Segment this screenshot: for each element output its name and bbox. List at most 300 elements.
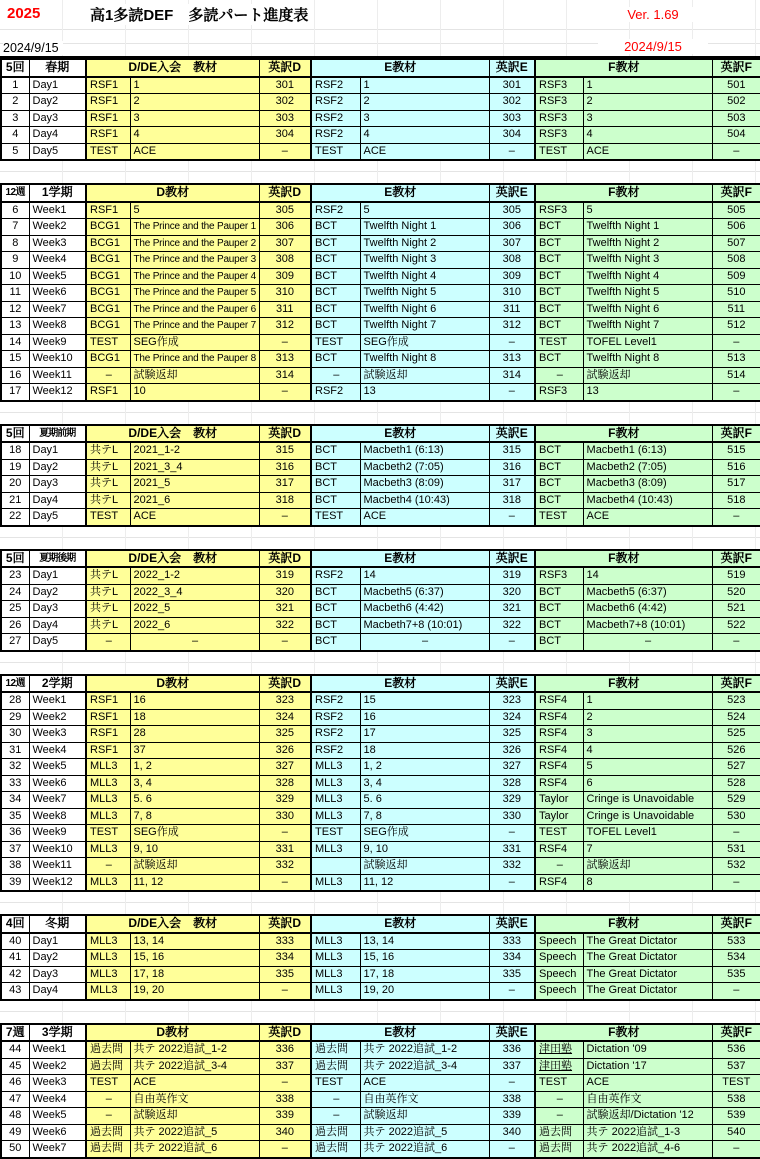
cell-e-source[interactable]: BCT bbox=[311, 601, 360, 618]
cell-f-material[interactable]: 1 bbox=[583, 692, 712, 709]
cell-row-number[interactable]: 27 bbox=[1, 634, 29, 651]
cell-d-material[interactable]: The Prince and the Pauper 2 bbox=[130, 235, 259, 252]
cell-e-source[interactable]: BCT bbox=[311, 252, 360, 269]
cell-d-translation[interactable]: 326 bbox=[259, 742, 311, 759]
cell-e-translation[interactable]: – bbox=[489, 1075, 535, 1092]
cell-e-source[interactable]: BCT bbox=[311, 459, 360, 476]
cell-d-material[interactable]: 13, 14 bbox=[130, 933, 259, 950]
cell-e-material[interactable]: Twelfth Night 8 bbox=[360, 351, 489, 368]
cell-d-source[interactable]: 共テL bbox=[86, 492, 130, 509]
cell-d-source[interactable]: 共テL bbox=[86, 601, 130, 618]
cell-d-material[interactable]: The Prince and the Pauper 4 bbox=[130, 268, 259, 285]
cell-e-source[interactable] bbox=[311, 858, 360, 875]
cell-f-material[interactable]: Twelfth Night 1 bbox=[583, 219, 712, 236]
cell-day-label[interactable]: Week7 bbox=[29, 301, 86, 318]
cell-f-translation[interactable]: 512 bbox=[712, 318, 760, 335]
cell-d-material[interactable]: ACE bbox=[130, 509, 259, 526]
cell-f-material[interactable]: Twelfth Night 7 bbox=[583, 318, 712, 335]
cell-f-source[interactable]: RSF3 bbox=[535, 202, 583, 219]
header-term[interactable]: 冬期 bbox=[29, 915, 86, 933]
cell-d-source[interactable]: 過去問 bbox=[86, 1041, 130, 1058]
cell-d-translation[interactable]: 337 bbox=[259, 1058, 311, 1075]
cell-f-material[interactable]: 8 bbox=[583, 874, 712, 891]
cell-d-translation[interactable]: – bbox=[259, 1075, 311, 1092]
header-e-translation[interactable]: 英訳E bbox=[489, 550, 535, 568]
cell-f-translation[interactable]: 524 bbox=[712, 709, 760, 726]
cell-f-source[interactable]: BCT bbox=[535, 634, 583, 651]
cell-d-translation[interactable]: – bbox=[259, 825, 311, 842]
cell-f-source[interactable]: Speech bbox=[535, 966, 583, 983]
cell-d-source[interactable]: 共テL bbox=[86, 476, 130, 493]
cell-e-translation[interactable]: 325 bbox=[489, 726, 535, 743]
cell-e-source[interactable]: RSF2 bbox=[311, 202, 360, 219]
cell-f-translation[interactable]: 526 bbox=[712, 742, 760, 759]
cell-row-number[interactable]: 21 bbox=[1, 492, 29, 509]
cell-row-number[interactable]: 7 bbox=[1, 219, 29, 236]
header-f-translation[interactable]: 英訳F bbox=[712, 184, 760, 202]
cell-f-translation[interactable]: 506 bbox=[712, 219, 760, 236]
cell-f-material[interactable]: ACE bbox=[583, 143, 712, 160]
cell-f-material[interactable]: Macbeth7+8 (10:01) bbox=[583, 617, 712, 634]
cell-f-translation[interactable]: 535 bbox=[712, 966, 760, 983]
cell-f-source[interactable]: RSF4 bbox=[535, 775, 583, 792]
cell-e-material[interactable]: Twelfth Night 5 bbox=[360, 285, 489, 302]
cell-f-material[interactable]: The Great Dictator bbox=[583, 966, 712, 983]
cell-e-source[interactable]: MLL3 bbox=[311, 841, 360, 858]
cell-d-source[interactable]: 共テL bbox=[86, 617, 130, 634]
cell-d-source[interactable]: – bbox=[86, 634, 130, 651]
cell-f-translation[interactable]: – bbox=[712, 634, 760, 651]
cell-f-material[interactable]: Dictation '17 bbox=[583, 1058, 712, 1075]
header-d-materials[interactable]: D教材 bbox=[86, 1024, 259, 1042]
cell-day-label[interactable]: Week2 bbox=[29, 1058, 86, 1075]
cell-e-translation[interactable]: 337 bbox=[489, 1058, 535, 1075]
cell-e-translation[interactable]: 319 bbox=[489, 567, 535, 584]
cell-f-source[interactable]: BCT bbox=[535, 584, 583, 601]
header-f-translation[interactable]: 英訳F bbox=[712, 550, 760, 568]
cell-d-source[interactable]: TEST bbox=[86, 825, 130, 842]
header-term[interactable]: 3学期 bbox=[29, 1024, 86, 1042]
cell-e-source[interactable]: BCT bbox=[311, 285, 360, 302]
cell-day-label[interactable]: Week5 bbox=[29, 1108, 86, 1125]
cell-e-source[interactable]: – bbox=[311, 1108, 360, 1125]
cell-day-label[interactable]: Week11 bbox=[29, 858, 86, 875]
cell-day-label[interactable]: Week7 bbox=[29, 792, 86, 809]
cell-f-material[interactable]: Macbeth2 (7:05) bbox=[583, 459, 712, 476]
cell-day-label[interactable]: Day5 bbox=[29, 143, 86, 160]
cell-e-source[interactable]: RSF2 bbox=[311, 94, 360, 111]
cell-f-translation[interactable]: 539 bbox=[712, 1108, 760, 1125]
cell-row-number[interactable]: 16 bbox=[1, 367, 29, 384]
header-e-translation[interactable]: 英訳E bbox=[489, 59, 535, 77]
cell-d-translation[interactable]: 310 bbox=[259, 285, 311, 302]
cell-e-translation[interactable]: – bbox=[489, 1141, 535, 1158]
cell-e-material[interactable]: Macbeth1 (6:13) bbox=[360, 442, 489, 459]
cell-row-number[interactable]: 20 bbox=[1, 476, 29, 493]
cell-f-translation[interactable]: 511 bbox=[712, 301, 760, 318]
cell-e-source[interactable]: BCT bbox=[311, 301, 360, 318]
cell-f-material[interactable]: 共テ 2022追試_4-6 bbox=[583, 1141, 712, 1158]
cell-f-translation[interactable]: 521 bbox=[712, 601, 760, 618]
header-d-translation[interactable]: 英訳D bbox=[259, 425, 311, 443]
cell-e-translation[interactable]: 327 bbox=[489, 759, 535, 776]
cell-day-label[interactable]: Week3 bbox=[29, 726, 86, 743]
cell-d-material[interactable]: 4 bbox=[130, 127, 259, 144]
cell-f-translation[interactable]: 534 bbox=[712, 950, 760, 967]
cell-f-material[interactable]: The Great Dictator bbox=[583, 950, 712, 967]
cell-d-material[interactable]: 2022_1-2 bbox=[130, 567, 259, 584]
cell-d-translation[interactable]: 311 bbox=[259, 301, 311, 318]
cell-e-translation[interactable]: – bbox=[489, 825, 535, 842]
cell-e-translation[interactable]: – bbox=[489, 384, 535, 401]
cell-row-number[interactable]: 15 bbox=[1, 351, 29, 368]
cell-d-translation[interactable]: 314 bbox=[259, 367, 311, 384]
header-d-translation[interactable]: 英訳D bbox=[259, 915, 311, 933]
header-term[interactable]: 2学期 bbox=[29, 675, 86, 693]
cell-e-source[interactable]: RSF2 bbox=[311, 742, 360, 759]
cell-d-material[interactable]: The Prince and the Pauper 3 bbox=[130, 252, 259, 269]
cell-day-label[interactable]: Day5 bbox=[29, 634, 86, 651]
cell-f-material[interactable]: 4 bbox=[583, 127, 712, 144]
cell-d-material[interactable]: 5. 6 bbox=[130, 792, 259, 809]
cell-f-source[interactable]: – bbox=[535, 367, 583, 384]
cell-f-material[interactable]: Macbeth1 (6:13) bbox=[583, 442, 712, 459]
cell-d-source[interactable]: MLL3 bbox=[86, 775, 130, 792]
cell-f-translation[interactable]: 515 bbox=[712, 442, 760, 459]
cell-row-number[interactable]: 29 bbox=[1, 709, 29, 726]
cell-e-material[interactable]: ACE bbox=[360, 143, 489, 160]
cell-d-material[interactable]: – bbox=[130, 634, 259, 651]
cell-f-translation[interactable]: 536 bbox=[712, 1041, 760, 1058]
cell-f-source[interactable]: – bbox=[535, 1091, 583, 1108]
header-d-translation[interactable]: 英訳D bbox=[259, 59, 311, 77]
cell-d-material[interactable]: 2021_5 bbox=[130, 476, 259, 493]
cell-d-translation[interactable]: 320 bbox=[259, 584, 311, 601]
cell-d-material[interactable]: ACE bbox=[130, 1075, 259, 1092]
cell-f-translation[interactable]: 504 bbox=[712, 127, 760, 144]
cell-d-source[interactable]: RSF1 bbox=[86, 110, 130, 127]
cell-f-translation[interactable]: 528 bbox=[712, 775, 760, 792]
cell-day-label[interactable]: Week6 bbox=[29, 1124, 86, 1141]
cell-d-material[interactable]: 共テ 2022追試_5 bbox=[130, 1124, 259, 1141]
cell-day-label[interactable]: Day4 bbox=[29, 127, 86, 144]
cell-row-number[interactable]: 5 bbox=[1, 143, 29, 160]
cell-f-translation[interactable]: 519 bbox=[712, 567, 760, 584]
header-f-translation[interactable]: 英訳F bbox=[712, 425, 760, 443]
cell-f-source[interactable]: 過去問 bbox=[535, 1141, 583, 1158]
cell-e-translation[interactable]: – bbox=[489, 874, 535, 891]
cell-e-material[interactable]: 13, 14 bbox=[360, 933, 489, 950]
cell-d-material[interactable]: 15, 16 bbox=[130, 950, 259, 967]
cell-day-label[interactable]: Week9 bbox=[29, 825, 86, 842]
cell-f-material[interactable]: Macbeth3 (8:09) bbox=[583, 476, 712, 493]
cell-f-source[interactable]: BCT bbox=[535, 318, 583, 335]
cell-d-source[interactable]: TEST bbox=[86, 143, 130, 160]
header-d-translation[interactable]: 英訳D bbox=[259, 1024, 311, 1042]
cell-f-material[interactable]: Macbeth5 (6:37) bbox=[583, 584, 712, 601]
cell-e-translation[interactable]: 318 bbox=[489, 492, 535, 509]
cell-e-source[interactable]: 過去問 bbox=[311, 1124, 360, 1141]
cell-d-material[interactable]: The Prince and the Pauper 8 bbox=[130, 351, 259, 368]
cell-d-source[interactable]: BCG1 bbox=[86, 301, 130, 318]
cell-day-label[interactable]: Day4 bbox=[29, 983, 86, 1000]
cell-d-material[interactable]: 2021_6 bbox=[130, 492, 259, 509]
header-e-materials[interactable]: E教材 bbox=[311, 550, 489, 568]
header-d-translation[interactable]: 英訳D bbox=[259, 184, 311, 202]
cell-e-material[interactable]: 共テ 2022追試_5 bbox=[360, 1124, 489, 1141]
cell-e-material[interactable]: 17, 18 bbox=[360, 966, 489, 983]
cell-d-source[interactable]: TEST bbox=[86, 509, 130, 526]
cell-d-translation[interactable]: – bbox=[259, 634, 311, 651]
cell-e-translation[interactable]: – bbox=[489, 634, 535, 651]
cell-e-source[interactable]: BCT bbox=[311, 617, 360, 634]
cell-d-material[interactable]: 2021_3_4 bbox=[130, 459, 259, 476]
cell-f-source[interactable]: RSF3 bbox=[535, 94, 583, 111]
cell-f-source[interactable]: RSF3 bbox=[535, 127, 583, 144]
cell-f-source[interactable]: RSF3 bbox=[535, 567, 583, 584]
cell-d-translation[interactable]: 327 bbox=[259, 759, 311, 776]
header-f-translation[interactable]: 英訳F bbox=[712, 915, 760, 933]
cell-f-translation[interactable]: 517 bbox=[712, 476, 760, 493]
cell-d-translation[interactable]: 325 bbox=[259, 726, 311, 743]
cell-f-material[interactable]: Cringe is Unavoidable bbox=[583, 792, 712, 809]
cell-e-source[interactable]: MLL3 bbox=[311, 933, 360, 950]
cell-f-translation[interactable]: – bbox=[712, 874, 760, 891]
cell-row-number[interactable]: 13 bbox=[1, 318, 29, 335]
cell-f-source[interactable]: BCT bbox=[535, 601, 583, 618]
cell-e-material[interactable]: 試験返却 bbox=[360, 858, 489, 875]
cell-f-source[interactable]: – bbox=[535, 858, 583, 875]
cell-e-material[interactable]: 試験返却 bbox=[360, 1108, 489, 1125]
cell-f-material[interactable]: Twelfth Night 2 bbox=[583, 235, 712, 252]
cell-f-translation[interactable]: 514 bbox=[712, 367, 760, 384]
cell-e-material[interactable]: 19, 20 bbox=[360, 983, 489, 1000]
cell-d-translation[interactable]: 301 bbox=[259, 77, 311, 94]
cell-e-source[interactable]: BCT bbox=[311, 268, 360, 285]
cell-e-source[interactable]: RSF2 bbox=[311, 77, 360, 94]
cell-e-translation[interactable]: 315 bbox=[489, 442, 535, 459]
cell-day-label[interactable]: Week1 bbox=[29, 692, 86, 709]
cell-day-label[interactable]: Week2 bbox=[29, 219, 86, 236]
cell-day-label[interactable]: Week3 bbox=[29, 235, 86, 252]
cell-e-source[interactable]: BCT bbox=[311, 634, 360, 651]
cell-row-number[interactable]: 2 bbox=[1, 94, 29, 111]
cell-d-translation[interactable]: 319 bbox=[259, 567, 311, 584]
cell-d-translation[interactable]: 322 bbox=[259, 617, 311, 634]
cell-d-source[interactable]: 過去問 bbox=[86, 1124, 130, 1141]
cell-e-translation[interactable]: 330 bbox=[489, 808, 535, 825]
cell-d-source[interactable]: TEST bbox=[86, 1075, 130, 1092]
cell-d-translation[interactable]: 321 bbox=[259, 601, 311, 618]
cell-f-translation[interactable]: 502 bbox=[712, 94, 760, 111]
cell-f-source[interactable]: TEST bbox=[535, 334, 583, 351]
cell-row-number[interactable]: 28 bbox=[1, 692, 29, 709]
cell-d-material[interactable]: 37 bbox=[130, 742, 259, 759]
cell-d-material[interactable]: SEG作成 bbox=[130, 334, 259, 351]
cell-d-translation[interactable]: 323 bbox=[259, 692, 311, 709]
cell-e-source[interactable]: RSF2 bbox=[311, 127, 360, 144]
cell-f-source[interactable]: – bbox=[535, 1108, 583, 1125]
cell-d-translation[interactable]: 309 bbox=[259, 268, 311, 285]
header-d-materials[interactable]: D/DE入会 教材 bbox=[86, 915, 259, 933]
cell-f-material[interactable]: – bbox=[583, 634, 712, 651]
header-e-materials[interactable]: E教材 bbox=[311, 915, 489, 933]
cell-e-source[interactable]: RSF2 bbox=[311, 110, 360, 127]
cell-e-material[interactable]: 11, 12 bbox=[360, 874, 489, 891]
cell-f-material[interactable]: The Great Dictator bbox=[583, 983, 712, 1000]
header-term[interactable]: 夏期前期 bbox=[29, 425, 86, 443]
header-f-materials[interactable]: F教材 bbox=[535, 915, 712, 933]
cell-e-translation[interactable]: 309 bbox=[489, 268, 535, 285]
header-f-materials[interactable]: F教材 bbox=[535, 425, 712, 443]
cell-f-material[interactable]: 試験返却/Dictation '12 bbox=[583, 1108, 712, 1125]
cell-e-source[interactable]: – bbox=[311, 367, 360, 384]
cell-d-material[interactable]: 28 bbox=[130, 726, 259, 743]
cell-f-source[interactable]: BCT bbox=[535, 459, 583, 476]
cell-d-source[interactable]: – bbox=[86, 1108, 130, 1125]
cell-e-translation[interactable]: 331 bbox=[489, 841, 535, 858]
cell-d-source[interactable]: TEST bbox=[86, 334, 130, 351]
cell-row-number[interactable]: 17 bbox=[1, 384, 29, 401]
cell-row-number[interactable]: 6 bbox=[1, 202, 29, 219]
cell-f-material[interactable]: Twelfth Night 3 bbox=[583, 252, 712, 269]
cell-day-label[interactable]: Week1 bbox=[29, 202, 86, 219]
header-term[interactable]: 1学期 bbox=[29, 184, 86, 202]
cell-d-translation[interactable]: 336 bbox=[259, 1041, 311, 1058]
cell-e-translation[interactable]: 302 bbox=[489, 94, 535, 111]
cell-day-label[interactable]: Day1 bbox=[29, 442, 86, 459]
cell-d-material[interactable]: 16 bbox=[130, 692, 259, 709]
cell-f-translation[interactable]: 518 bbox=[712, 492, 760, 509]
cell-f-material[interactable]: 3 bbox=[583, 726, 712, 743]
cell-e-material[interactable]: Twelfth Night 6 bbox=[360, 301, 489, 318]
cell-f-translation[interactable]: – bbox=[712, 143, 760, 160]
cell-d-material[interactable]: 2 bbox=[130, 94, 259, 111]
cell-d-source[interactable]: BCG1 bbox=[86, 235, 130, 252]
cell-f-source[interactable]: Speech bbox=[535, 950, 583, 967]
cell-d-material[interactable]: 1, 2 bbox=[130, 759, 259, 776]
cell-d-translation[interactable]: 302 bbox=[259, 94, 311, 111]
cell-d-material[interactable]: The Prince and the Pauper 5 bbox=[130, 285, 259, 302]
cell-e-material[interactable]: 共テ 2022追試_1-2 bbox=[360, 1041, 489, 1058]
cell-row-number[interactable]: 19 bbox=[1, 459, 29, 476]
cell-e-translation[interactable]: 336 bbox=[489, 1041, 535, 1058]
header-count[interactable]: 7週 bbox=[1, 1024, 29, 1042]
cell-d-source[interactable]: MLL3 bbox=[86, 950, 130, 967]
cell-e-material[interactable]: Macbeth6 (4:42) bbox=[360, 601, 489, 618]
cell-d-source[interactable]: BCG1 bbox=[86, 351, 130, 368]
cell-day-label[interactable]: Week10 bbox=[29, 841, 86, 858]
cell-e-material[interactable]: Twelfth Night 7 bbox=[360, 318, 489, 335]
cell-f-source[interactable]: RSF4 bbox=[535, 709, 583, 726]
cell-d-translation[interactable]: – bbox=[259, 334, 311, 351]
cell-e-material[interactable]: Macbeth4 (10:43) bbox=[360, 492, 489, 509]
cell-d-source[interactable]: BCG1 bbox=[86, 268, 130, 285]
cell-e-material[interactable]: SEG作成 bbox=[360, 825, 489, 842]
cell-e-material[interactable]: 18 bbox=[360, 742, 489, 759]
cell-e-translation[interactable]: 332 bbox=[489, 858, 535, 875]
cell-f-source[interactable]: TEST bbox=[535, 143, 583, 160]
cell-e-source[interactable]: MLL3 bbox=[311, 759, 360, 776]
cell-d-source[interactable]: BCG1 bbox=[86, 285, 130, 302]
cell-e-translation[interactable]: 310 bbox=[489, 285, 535, 302]
header-term[interactable]: 春期 bbox=[29, 59, 86, 77]
cell-f-translation[interactable]: 516 bbox=[712, 459, 760, 476]
cell-e-material[interactable]: 共テ 2022追試_3-4 bbox=[360, 1058, 489, 1075]
cell-day-label[interactable]: Week4 bbox=[29, 1091, 86, 1108]
cell-row-number[interactable]: 43 bbox=[1, 983, 29, 1000]
cell-day-label[interactable]: Week6 bbox=[29, 285, 86, 302]
cell-d-source[interactable]: MLL3 bbox=[86, 983, 130, 1000]
cell-e-material[interactable]: 5 bbox=[360, 202, 489, 219]
cell-row-number[interactable]: 38 bbox=[1, 858, 29, 875]
header-e-translation[interactable]: 英訳E bbox=[489, 425, 535, 443]
cell-e-translation[interactable]: 311 bbox=[489, 301, 535, 318]
cell-e-source[interactable]: MLL3 bbox=[311, 808, 360, 825]
cell-d-material[interactable]: 19, 20 bbox=[130, 983, 259, 1000]
cell-day-label[interactable]: Week7 bbox=[29, 1141, 86, 1158]
cell-e-material[interactable]: Twelfth Night 4 bbox=[360, 268, 489, 285]
cell-d-material[interactable]: 18 bbox=[130, 709, 259, 726]
cell-f-translation[interactable]: 529 bbox=[712, 792, 760, 809]
header-f-materials[interactable]: F教材 bbox=[535, 550, 712, 568]
cell-d-material[interactable]: 3, 4 bbox=[130, 775, 259, 792]
cell-f-source[interactable]: TEST bbox=[535, 509, 583, 526]
cell-e-material[interactable]: 14 bbox=[360, 567, 489, 584]
cell-row-number[interactable]: 34 bbox=[1, 792, 29, 809]
cell-f-translation[interactable]: 523 bbox=[712, 692, 760, 709]
cell-day-label[interactable]: Week9 bbox=[29, 334, 86, 351]
cell-e-material[interactable]: 16 bbox=[360, 709, 489, 726]
cell-e-translation[interactable]: 328 bbox=[489, 775, 535, 792]
cell-d-translation[interactable]: 308 bbox=[259, 252, 311, 269]
header-count[interactable]: 4回 bbox=[1, 915, 29, 933]
cell-e-translation[interactable]: – bbox=[489, 983, 535, 1000]
cell-d-source[interactable]: MLL3 bbox=[86, 808, 130, 825]
cell-d-source[interactable]: RSF1 bbox=[86, 77, 130, 94]
cell-e-source[interactable]: RSF2 bbox=[311, 567, 360, 584]
cell-d-translation[interactable]: – bbox=[259, 143, 311, 160]
cell-f-material[interactable]: 自由英作文 bbox=[583, 1091, 712, 1108]
cell-d-source[interactable]: – bbox=[86, 367, 130, 384]
cell-e-translation[interactable]: 305 bbox=[489, 202, 535, 219]
cell-d-translation[interactable]: 328 bbox=[259, 775, 311, 792]
cell-e-source[interactable]: TEST bbox=[311, 825, 360, 842]
cell-day-label[interactable]: Day2 bbox=[29, 94, 86, 111]
cell-e-translation[interactable]: 312 bbox=[489, 318, 535, 335]
cell-d-source[interactable]: BCG1 bbox=[86, 318, 130, 335]
cell-e-translation[interactable]: 307 bbox=[489, 235, 535, 252]
header-count[interactable]: 5回 bbox=[1, 59, 29, 77]
cell-f-source[interactable]: Taylor bbox=[535, 808, 583, 825]
cell-f-source[interactable]: BCT bbox=[535, 351, 583, 368]
header-e-translation[interactable]: 英訳E bbox=[489, 915, 535, 933]
cell-f-source[interactable]: Speech bbox=[535, 983, 583, 1000]
cell-row-number[interactable]: 47 bbox=[1, 1091, 29, 1108]
header-d-materials[interactable]: D教材 bbox=[86, 675, 259, 693]
cell-f-source[interactable]: RSF4 bbox=[535, 759, 583, 776]
cell-f-material[interactable]: Cringe is Unavoidable bbox=[583, 808, 712, 825]
cell-day-label[interactable]: Day4 bbox=[29, 492, 86, 509]
cell-day-label[interactable]: Day2 bbox=[29, 459, 86, 476]
cell-f-material[interactable]: 1 bbox=[583, 77, 712, 94]
cell-d-material[interactable]: 試験返却 bbox=[130, 1108, 259, 1125]
cell-e-material[interactable]: 7, 8 bbox=[360, 808, 489, 825]
cell-row-number[interactable]: 12 bbox=[1, 301, 29, 318]
cell-day-label[interactable]: Week4 bbox=[29, 742, 86, 759]
cell-f-material[interactable]: 13 bbox=[583, 384, 712, 401]
cell-day-label[interactable]: Week2 bbox=[29, 709, 86, 726]
